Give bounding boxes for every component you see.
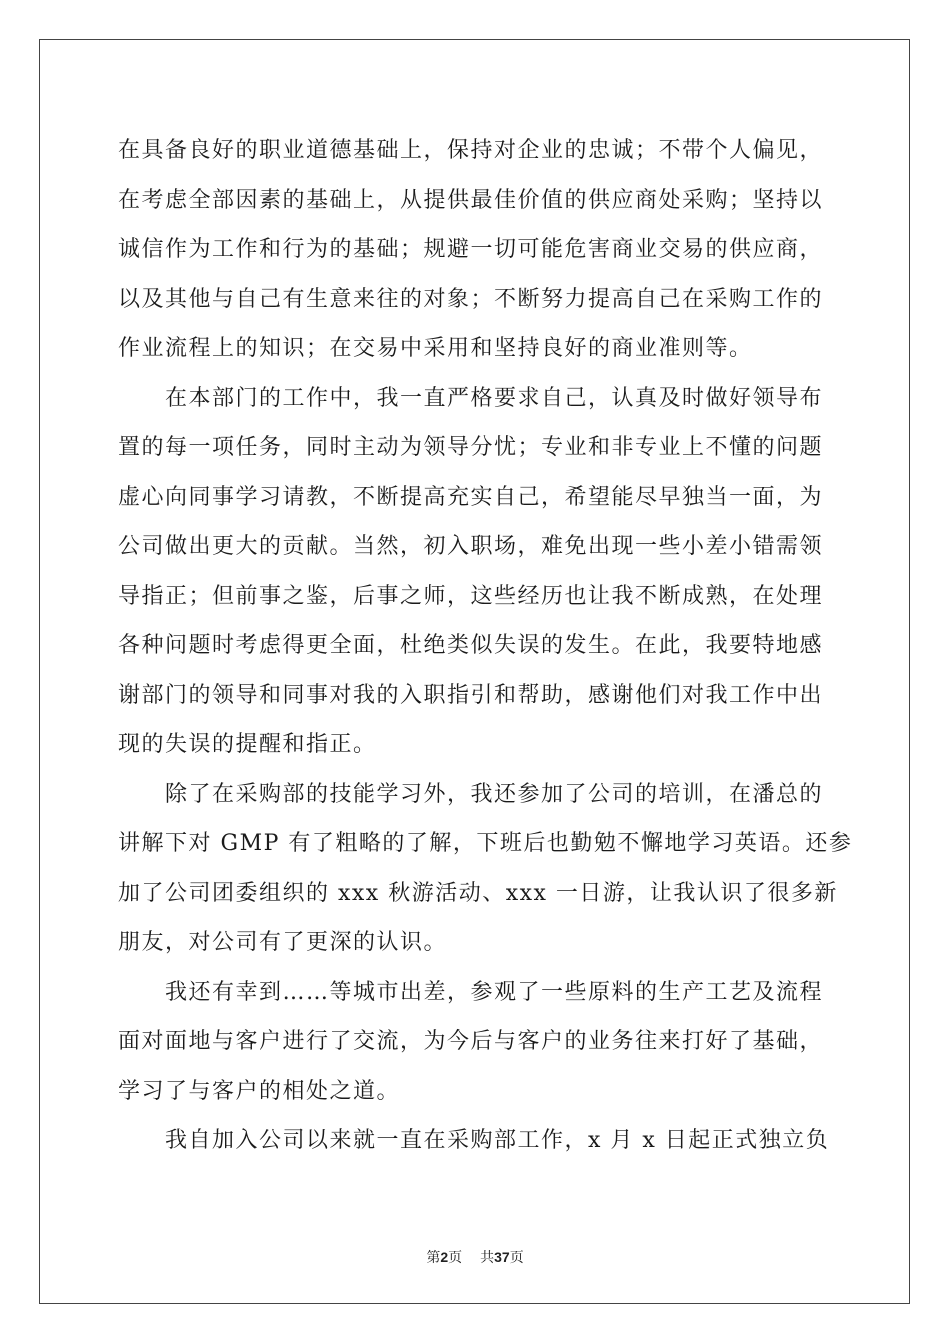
text-line: 作业流程上的知识；在交易中采用和坚持良好的商业准则等。: [118, 336, 753, 361]
text-line: 在本部门的工作中，我一直严格要求自己，认真及时做好领导布: [165, 385, 824, 411]
text-line: 学习了与客户的相处之道。: [118, 1078, 401, 1104]
text-line: 朋友，对公司有了更深的认识。: [118, 930, 448, 955]
text-line: 在具备良好的职业道德基础上，保持对企业的忠诚；不带个人偏见，: [118, 138, 824, 163]
text-line: 我还有幸到……等城市出差，参观了一些原料的生产工艺及流程: [165, 979, 824, 1005]
page-number: 2: [440, 1249, 449, 1265]
page-suffix: 页: [448, 1250, 463, 1266]
document-body: [118, 126, 853, 1166]
text-line: 诚信作为工作和行为的基础；规避一切可能危害商业交易的供应商，: [118, 237, 824, 262]
text-line: 以及其他与自己有生意来往的对象；不断努力提高自己在采购工作的: [118, 286, 824, 312]
text-line: 谢部门的领导和同事对我的入职指引和帮助，感谢他们对我工作中出: [118, 682, 824, 708]
total-pages: 37: [494, 1249, 510, 1265]
page-prefix: 第: [426, 1250, 441, 1266]
document-text: [118, 126, 853, 1166]
text-line: 公司做出更大的贡献。当然，初入职场，难免出现一些小差小错需领: [118, 534, 824, 559]
page-footer: [0, 1247, 950, 1267]
text-line: 加了公司团委组织的 xxx 秋游活动、xxx 一日游，让我认识了很多新: [118, 880, 838, 906]
text-line: 我自加入公司以来就一直在采购部工作，x 月 x 日起正式独立负: [165, 1128, 830, 1153]
text-line: 讲解下对 GMP 有了粗略的了解，下班后也勤勉不懈地学习英语。还参: [118, 831, 853, 856]
text-line: 在考虑全部因素的基础上，从提供最佳价值的供应商处采购；坚持以: [118, 187, 824, 213]
text-line: 现的失误的提醒和指正。: [118, 732, 377, 757]
total-suffix: 页: [509, 1250, 524, 1266]
text-line: 虚心向同事学习请教，不断提高充实自己，希望能尽早独当一面，为: [118, 484, 824, 510]
text-line: 各种问题时考虑得更全面，杜绝类似失误的发生。在此，我要特地感: [118, 633, 824, 658]
text-line: 面对面地与客户进行了交流，为今后与客户的业务往来打好了基础，: [118, 1029, 824, 1054]
text-line: 置的每一项任务，同时主动为领导分忧；专业和非专业上不懂的问题: [118, 435, 824, 460]
text-line: 导指正；但前事之鉴，后事之师，这些经历也让我不断成熟，在处理: [118, 583, 824, 609]
text-line: 除了在采购部的技能学习外，我还参加了公司的培训，在潘总的: [165, 781, 824, 807]
total-prefix: 共: [480, 1250, 495, 1266]
